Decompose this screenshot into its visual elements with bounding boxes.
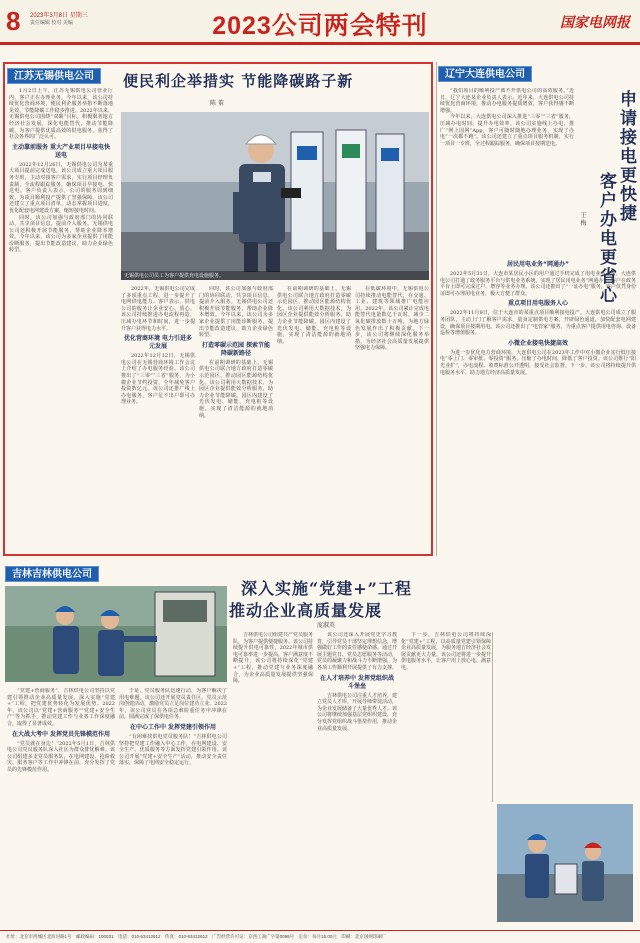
wuxi-column-2 — [121, 286, 195, 554]
dalian-col1-body: 今年以来，大连供电公司深入推进“三零”“三省”服务，压减办电时间，提升办电效率。该公司实施线上办电，推广“网上国网”App，客户可随时随地办理业务，实现了办电“一次都不跑”。该公司还建立了重点项目服务机制，实行一项目一专班，全过程跟踪服务，确保项目按期送电。 — [440, 114, 574, 147]
jilin-col1-body-b: “党员就在身边！”2022年5月1日，吉林供电公司党员服务队深入社区为群众排忧解难。该公司组建多支党员服务队，在电网建设、抢险救灾、服务客户等工作中冲锋在前，充分发挥了党员的先锋模范作用。 — [7, 740, 115, 773]
wuxi-byline: 陈 董 — [210, 100, 224, 107]
dalian-col2-body-c: 为进一步优化电力营商环境，大连供电公司在2023年工作中对小微企业实行低压接电“零上门、零审批、零投资”服务，压缩了办电时间，降低了客户投资。该公司推行“阳光业扩”，办电流程、收费标准公开透明，接受社会监督。下一步，该公司将持续提升供电服务水平，助力地方经济高质量发展。 — [440, 349, 636, 376]
wuxi-photo-caption: 无锡供电公司员工为客户提供充电设施服务。 — [121, 271, 429, 280]
page-footer: 社址：北京市西城区北滨河路1号 邮政编码：100031 电话：010-63412612 传真：010-63412612 广告经营许可证：京西工商广字第0098号 定价：每月15.00元 印刷：北京国网印刷厂 — [0, 930, 640, 943]
wuxi-col3-body-b: 在前期调研的基础上，无锡供电公司联合地方政府打造零碳示范园区，推动园区能源结构优化。该公司利用大数据技术，为园区企业提供能效分析服务，助力企业节能降碳。园区内建设了光伏发电、储能、充电桩等设施，实现了清洁能源的就地消纳。 — [199, 359, 273, 419]
jilin-headline-2: 推动企业高质量发展 — [229, 601, 383, 620]
dalian-column-2 — [440, 258, 636, 554]
dalian-subhead-1: 居民用电业务“网通办” — [507, 261, 569, 268]
wuxi-subhead-1: 主动靠前服务 重大产业项目早接电快送电 — [11, 143, 111, 159]
wuxi-col4-body: 在前期调研的基础上，无锡供电公司联合地方政府打造零碳示范园区，推动园区能源结构优化。该公司利用大数据技术，为园区企业提供能效分析服务，助力企业节能降碳。园区内建设了光伏发电、储能、充电桩等设施，实现了清洁能源的就地消纳。 — [277, 286, 351, 345]
wuxi-column-3 — [199, 286, 273, 554]
header-rule — [0, 42, 640, 45]
dalian-tag: 辽宁大连供电公司 — [438, 66, 532, 82]
dalian-intro: “我们项目的顺利投产离不开供电公司的高效服务。”近日，辽宁大连某企业负责人表示。近年来，大连供电公司持续优化营商环境，推动办电服务提质增效，客户获得感不断增强。 — [440, 88, 574, 114]
wuxi-photo — [121, 112, 429, 280]
dalian-headline-2: 客户办电更省心 — [596, 172, 616, 305]
jilin-subhead-3: 在人才培养中 发挥党组织战斗堡垒 — [319, 674, 395, 690]
wuxi-headline: 便民利企举措实 节能降碳路子新 — [123, 72, 354, 90]
jilin-column-4 — [317, 632, 397, 924]
page-header — [0, 0, 640, 44]
jilin-subhead-2: 在中心工作中 发挥党建引领作用 — [129, 723, 217, 731]
jilin-col5-body: 下一步，吉林供电公司将持续深化“党建+”工程，以高质量党建引领保障企业高质量发展，为服务地方经济社会发展贡献更大力量。该公司还将进一步提升供电服务水平，让客户用上放心电、满意电。 — [401, 632, 491, 671]
jilin-column-3 — [233, 632, 313, 924]
wuxi-col1-body-b: 同时，该公司加强与政府部门的协同联动，共享项目信息，提前介入服务。无锡供电公司还积极开展节能服务，帮助企业降本增效。今年以来，该公司为多家企业提供了用能诊断服务，提出节能改造建议，助力企业绿色转型。 — [9, 214, 113, 254]
wuxi-col5-body: 在低碳环境中，无锡供电公司持续推动电能替代，在交通、工业、建筑等领域推广电能应用。2022年，该公司累计完成电能替代电量数亿千瓦时，减少二氧化碳排放数十万吨，为地方绿色发展作出了积极贡献。下一步，该公司将继续深化服务举措，为经济社会高质量发展提供坚强电力保障。 — [355, 286, 429, 352]
dalian-article — [438, 62, 638, 556]
wuxi-column-4 — [277, 286, 351, 554]
page-title: 2023公司两会特刊 — [212, 12, 428, 40]
dalian-headline-1: 申请接电更快捷 — [616, 90, 636, 223]
wuxi-col1-body: 2022年12月26日，无锡供电公司为某重大项目提前完成送电。该公司成立重大项目服务专班，主动对接客户需求，实行项目经理负责制，全流程跟踪服务，确保项目早接电、快送电。客户负责人表示，公司的服务周到细致，为项目顺利投产提供了坚强保障。该公司还建立了重点项目清单，动态掌握项目进度，优化配套电网建设方案，缩短接电时间。 — [9, 161, 113, 214]
wuxi-col3-body: 同时，该公司加强与政府部门的协同联动，共享项目信息，提前介入服务。无锡供电公司还积极开展节能服务，帮助企业降本增效。今年以来，该公司为多家企业提供了用能诊断服务，提出节能改造建议，助力企业绿色转型。 — [199, 286, 273, 339]
jilin-col1-body: “党建+营商服务”，吉林供电公司坚持以党建引领推动企业高质量发展，深入实施“党建+”工程，把党建优势转化为发展优势。2022年，该公司以“党建+营商服务”“党建+安全生产”等为抓手，推动党建工作与业务工作深度融合，取得了显著成效。 — [7, 688, 115, 727]
jilin-column-1 — [7, 688, 115, 924]
jilin-column-2 — [119, 688, 227, 924]
repair-worker-image — [497, 804, 633, 922]
wuxi-intro: 1月2日上午，江苏无锡供电公司营业厅内，客户正在办理业务。今年以来，该公司持续优化营商环境，便民利企服务举措不断落地见效，节能降碳工作稳步推进。2022年以来，无锡供电公司围绕“双碳”目标，积极服务地方经济社会发展，深化电能替代，推动节能降碳，为客户提供优质高效的供电服务，获得了社会各界的广泛认可。 — [9, 88, 113, 141]
jilin-subhead-1: 在大战大考中 发挥党员先锋模范作用 — [11, 730, 111, 738]
issue-date: 2023年3月8日 星期三 — [30, 13, 88, 19]
workers-image — [5, 586, 227, 682]
jilin-col4-body: 该公司还深入开展党史学习教育，引导党员干部坚定理想信念，增强做好工作的责任感使命感。通过开展主题党日、党员志愿服务等活动，党员的凝聚力和战斗力不断增强，为各项工作顺利开展提供了有力支撑。 — [317, 632, 397, 671]
jilin-photo — [5, 586, 227, 682]
dalian-subhead-2: 重点项目用电服务人心 — [507, 300, 568, 308]
wuxi-article — [3, 62, 433, 556]
column-divider — [436, 62, 437, 556]
editor-credit: 责任编辑 校对 美编 — [30, 20, 73, 26]
dalian-subhead-3: 小微企业接电快捷高效 — [507, 339, 568, 347]
jilin-col4-body-b: 吉林供电公司注重人才培养，建立党员人才库，开展导师带徒活动，为企业发展储备了大量优秀人才。该公司将继续加强基层党组织建设，充分发挥党组织战斗堡垒作用，推动企业高质量发展。 — [317, 692, 397, 732]
wuxi-col2-body-b: 2022年12月12日，无锡供电公司在无锡营商环境工作会议上介绍了办电服务经验。该公司推出了“三零”“三省”服务，为小微企业节约投资，全年减免客户投资数亿元。该公司还推广线上办电服务，客户足不出户即可办理业务。 — [121, 353, 195, 406]
jilin-headline-1: 深入实施“党建+”工程 — [241, 579, 412, 598]
jilin-tag: 吉林吉林供电公司 — [5, 566, 99, 582]
dalian-col2-body: 2022年5月31日，大连市某居民小区的用户通过手机完成了用电业务办理。大连供电公司打通了政务服务平台与供电业务系统，实现了居民用电业务“网通办”，客户在政务平台上即可完成过户、增容等业务办理。该公司还推出了“一证办电”服务，客户仅凭身份证即可办理用电业务，极大方便了群众。 — [440, 271, 636, 297]
jilin-col3-body: 吉林供电公司组建共产党员服务队，为客户提供便捷服务。该公司持续提升供电可靠性，2022年城市供电可靠率进一步提高，客户满意度不断提升。该公司将持续深化“党建+”工程，推动党建与业务深度融合，为企业高质量发展提供坚强保障。 — [233, 632, 313, 685]
dalian-byline: 王 梅 — [579, 212, 586, 226]
newspaper-brand-logo: 国家电网报 — [560, 15, 630, 31]
wuxi-col2-body: 2022年，无锡供电公司完成了多项重点工程，进一步提升了电网供电能力。客户表示，供电公司的服务让企业安心、放心。该公司持续推进办电流程再造，压减办电环节和时间，进一步提升客户获得电力水平。 — [121, 286, 195, 332]
jilin-col2-body: 于是，党员服务队迅速行动，为客户解决了用电难题。该公司还开展党员责任区、党员示范岗创建活动，激励党员立足岗位建功立业。2022年，该公司党员在各项急难险重任务中冲锋在前，圆满完成了保供电任务。 — [119, 688, 227, 721]
page-number: 8 — [6, 6, 21, 36]
wuxi-column-5 — [355, 286, 429, 554]
wuxi-column-1 — [9, 88, 113, 554]
wuxi-subhead-3: 打造零碳示范园 探索节能降碳新路径 — [201, 341, 271, 357]
wuxi-tag: 江苏无锡供电公司 — [7, 68, 101, 84]
jilin-col2-body-b: “有困难找供电党员服务队！”吉林供电公司坚持把党建工作融入中心工作，在电网建设、安全生产、优质服务等方面发挥党建引领作用。该公司开展“党建+安全生产”活动，推动安全责任落实，保障了电网安全稳定运行。 — [119, 733, 227, 767]
jilin-byline: 庞淑英 — [317, 622, 336, 629]
dalian-column-1 — [440, 88, 574, 254]
bottom-divider — [492, 632, 493, 802]
jilin-column-5 — [401, 632, 491, 924]
dalian-photo — [497, 804, 633, 922]
jilin-article — [3, 564, 637, 928]
charging-station-image — [121, 112, 429, 280]
dalian-col2-body-b: 2022年11月9日，位于大连市的某重点项目顺利接电投产。大连供电公司成立了服务团队，主动上门了解客户需求，量身定制供电方案，开辟绿色通道，加快配套电网建设，确保项目按期用电。该公司还推出了“电管家”服务，为重点客户提供用电咨询、设备巡检等增值服务。 — [440, 310, 636, 337]
wuxi-subhead-2: 优化营商环境 电力引进多元发展 — [123, 335, 193, 351]
